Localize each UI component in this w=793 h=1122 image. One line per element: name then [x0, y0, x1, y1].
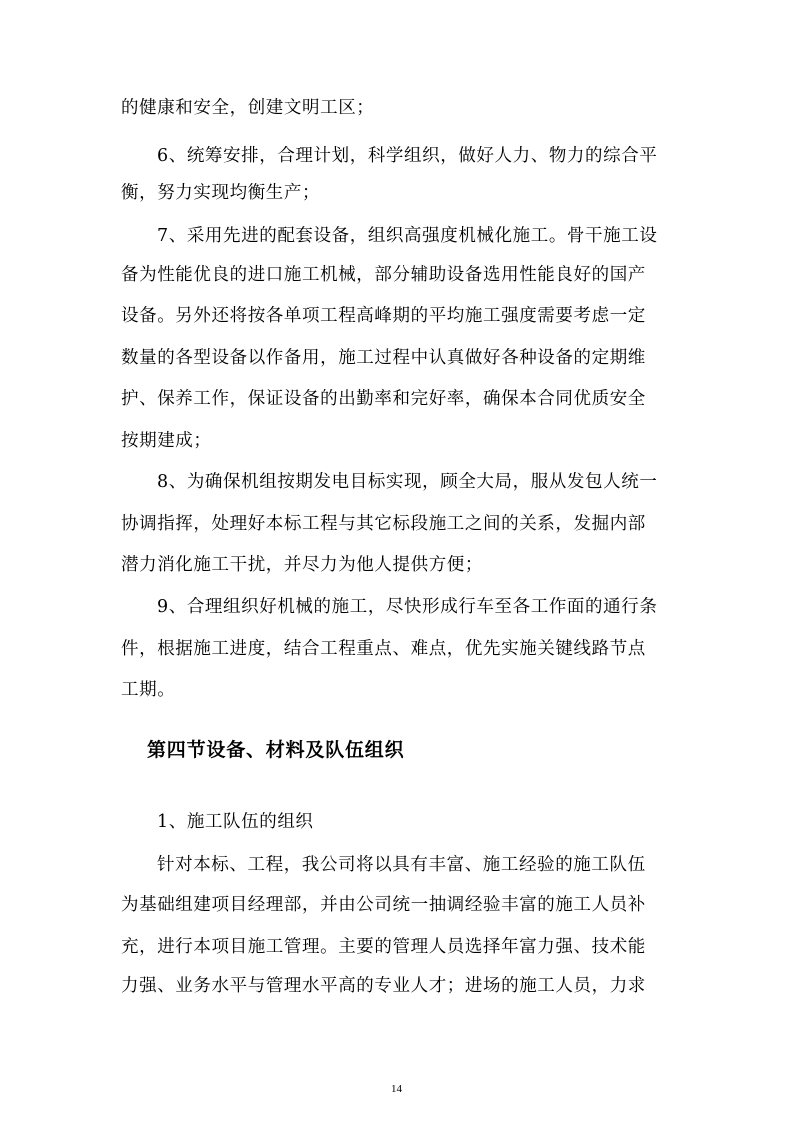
list-item-8-line: 8、为确保机组按期发电目标实现，顾全大局，服从发包人统一 — [157, 472, 658, 492]
list-item-6-line: 6、统筹安排，合理计划，科学组织，做好人力、物力的综合平 — [157, 146, 658, 166]
paragraph-line: 针对本标、工程，我公司将以具有丰富、施工经验的施工队伍 — [157, 855, 646, 875]
page-number: 14 — [391, 1083, 402, 1095]
paragraph-line: 工期。 — [121, 680, 176, 700]
section-heading: 第四节设备、材料及队伍组织 — [147, 739, 405, 761]
paragraph-line: 力强、业务水平与管理水平高的专业人才；进场的施工人员，力求 — [121, 976, 646, 996]
paragraph-line: 护、保养工作，保证设备的出勤率和完好率，确保本合同优质安全 — [121, 389, 646, 409]
paragraph-line: 件，根据施工进度，结合工程重点、难点，优先实施关键线路节点 — [121, 639, 646, 659]
paragraph-line: 为基础组建项目经理部，并由公司统一抽调经验丰富的施工人员补 — [121, 895, 646, 915]
paragraph-line: 协调指挥，处理好本标工程与其它标段施工之间的关系，发掘内部 — [121, 514, 646, 534]
list-item-9-line: 9、合理组织好机械的施工，尽快形成行车至各工作面的通行条 — [157, 597, 658, 617]
paragraph-line: 充，进行本项目施工管理。主要的管理人员选择年富力强、技术能 — [121, 937, 646, 957]
paragraph-line: 衡，努力实现均衡生产； — [121, 183, 321, 203]
paragraph-line: 潜力消化施工干扰，并尽力为他人提供方便； — [121, 555, 483, 575]
paragraph-line: 备为性能优良的进口施工机械，部分辅助设备选用性能良好的国产 — [121, 265, 646, 285]
paragraph-line: 数量的各型设备以作备用，施工过程中认真做好各种设备的定期维 — [121, 348, 646, 368]
list-item-7-line: 7、采用先进的配套设备，组织高强度机械化施工。骨干施工设 — [157, 226, 658, 246]
sub-heading: 1、施工队伍的组织 — [157, 812, 314, 832]
paragraph-line: 按期建成； — [121, 431, 212, 451]
paragraph-line: 的健康和安全，创建文明工区； — [121, 98, 375, 118]
paragraph-line: 设备。另外还将按各单项工程高峰期的平均施工强度需要考虑一定 — [121, 306, 646, 326]
